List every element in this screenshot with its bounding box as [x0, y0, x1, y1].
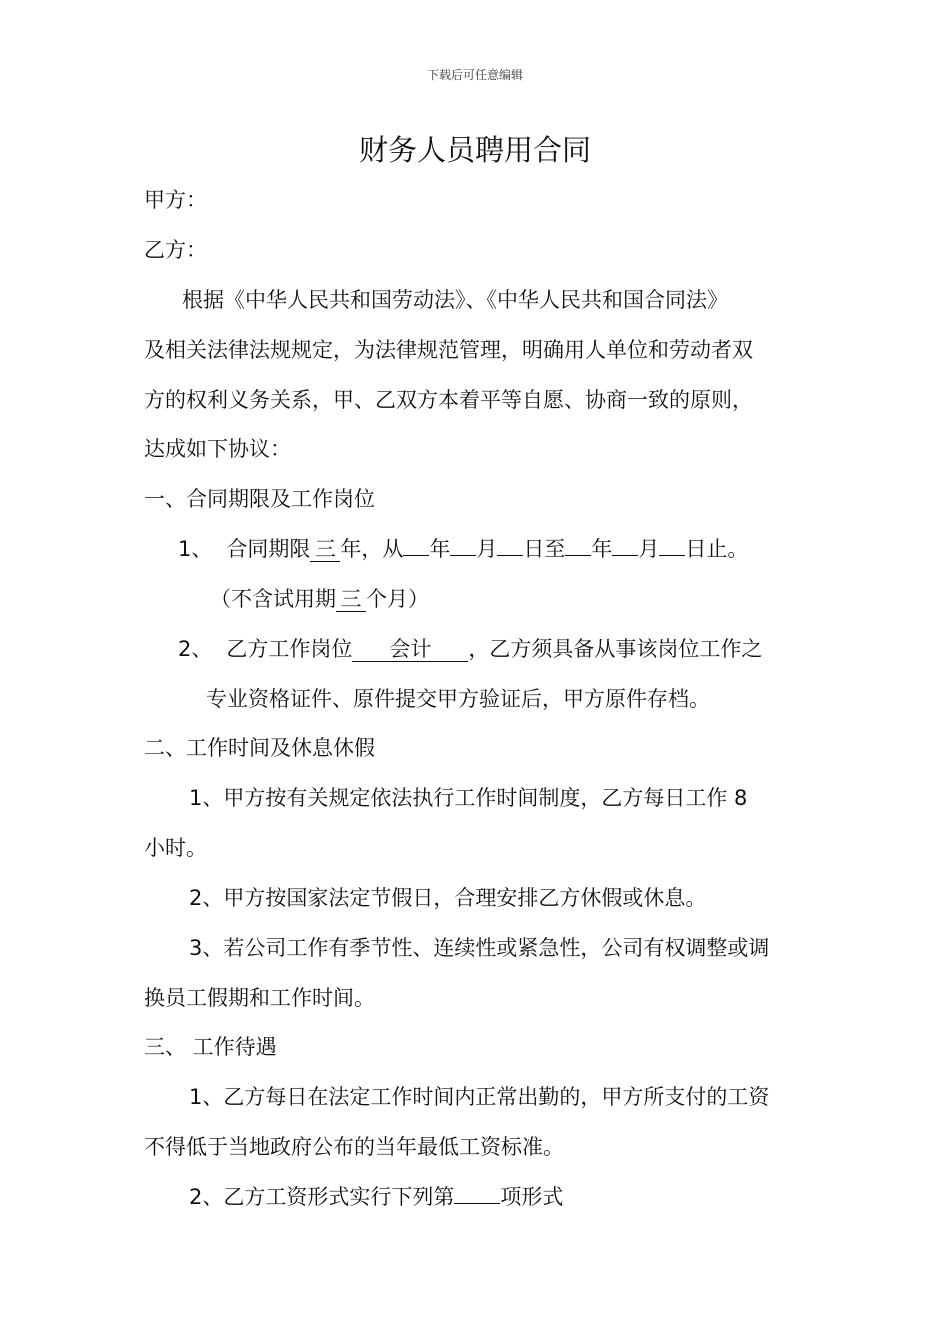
position-clause: 2、 乙方工作岗位 会计 ，乙方须具备从事该岗位工作之 — [178, 637, 763, 661]
hours-clause-line-2: 小时。 — [144, 836, 207, 860]
adjust-clause-line-2: 换员工假期和工作时间。 — [144, 986, 375, 1010]
section-3-heading: 三、 工作待遇 — [144, 1035, 277, 1059]
start-month-blank[interactable] — [450, 555, 476, 556]
start-day-blank[interactable] — [497, 555, 523, 556]
contract-title: 财务人员聘用合同 — [358, 133, 591, 167]
party-b-label: 乙方： — [144, 238, 207, 262]
position-clause-line-2: 专业资格证件、原件提交甲方验证后，甲方原件存档。 — [206, 687, 710, 711]
page-header: 下载后可任意编辑 — [426, 68, 523, 82]
holiday-clause: 2、甲方按国家法定节假日，合理安排乙方休假或休息。 — [189, 886, 707, 910]
wage-form-clause: 2、乙方工资形式实行下列第 项形式 — [189, 1185, 564, 1209]
section-1-heading: 一、合同期限及工作岗位 — [144, 487, 375, 511]
probation-clause: （不含试用期 三 个月） — [210, 587, 429, 611]
wage-form-blank[interactable] — [454, 1203, 500, 1204]
hours-clause-line-1: 1、甲方按有关规定依法执行工作时间制度，乙方每日工作 8 — [189, 786, 748, 810]
end-day-blank[interactable] — [659, 555, 685, 556]
wage-clause-line-2: 不得低于当地政府公布的当年最低工资标准。 — [144, 1135, 564, 1159]
term-prefix: 合同期限 — [226, 537, 311, 561]
probation-months-field[interactable]: 三 — [336, 587, 366, 612]
intro-line-3: 方的权利义务关系，甲、乙双方本着平等自愿、协商一致的原则， — [144, 388, 753, 412]
term-clause: 1、 合同期限 三 年，从 年 月 日至 年 月 日止。 — [178, 537, 749, 561]
party-a-label: 甲方： — [144, 188, 207, 212]
term-year-unit: 年，从 — [340, 537, 404, 561]
intro-line-1: 根据《中华人民共和国劳动法》、《中华人民共和国合同法》 — [182, 288, 728, 312]
term-number: 1、 — [178, 537, 213, 561]
term-years-field[interactable]: 三 — [310, 537, 340, 562]
intro-line-2: 及相关法律法规规定，为法律规范管理，明确用人单位和劳动者双 — [144, 338, 753, 362]
section-2-heading: 二、工作时间及休息休假 — [144, 736, 375, 760]
wage-clause-line-1: 1、乙方每日在法定工作时间内正常出勤的，甲方所支付的工资 — [189, 1085, 770, 1109]
intro-line-4: 达成如下协议： — [144, 437, 291, 461]
start-year-blank[interactable] — [403, 555, 429, 556]
adjust-clause-line-1: 3、若公司工作有季节性、连续性或紧急性，公司有权调整或调 — [189, 936, 770, 960]
end-year-blank[interactable] — [565, 555, 591, 556]
position-field[interactable]: 会计 — [352, 637, 468, 662]
end-month-blank[interactable] — [612, 555, 638, 556]
